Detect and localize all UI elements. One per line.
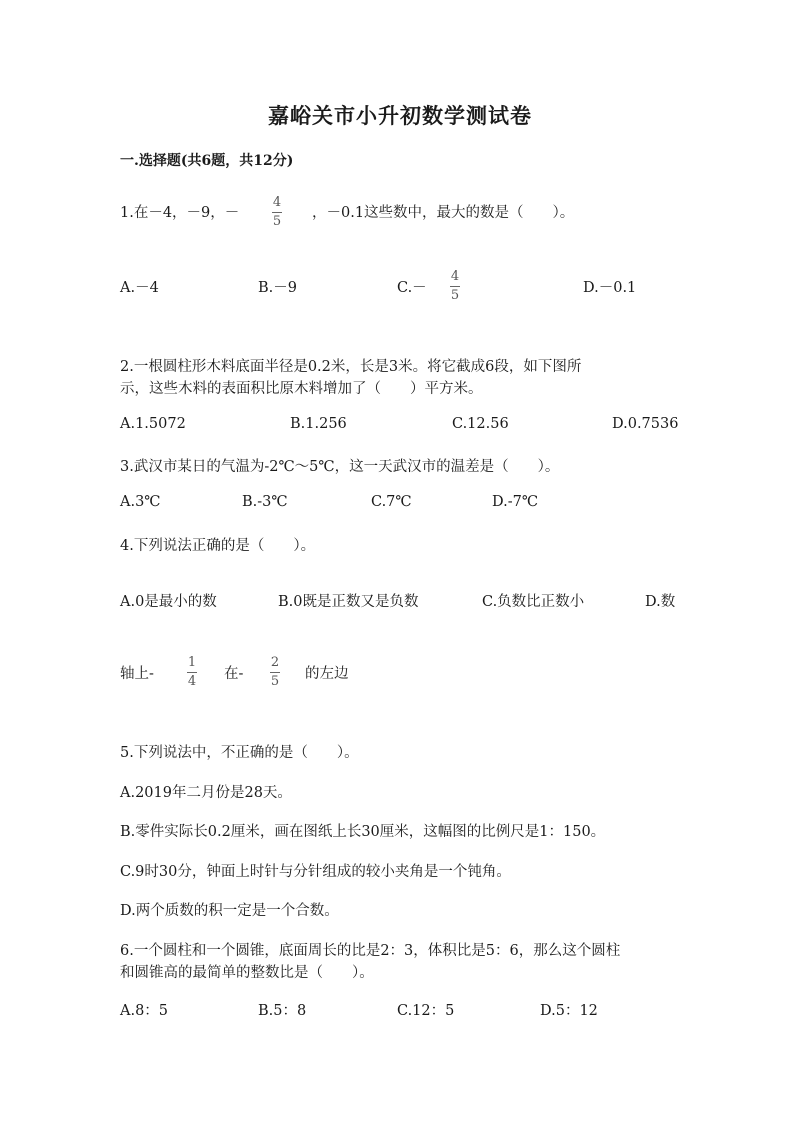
fraction-denominator: 5 xyxy=(450,288,460,303)
option-b[interactable]: B.零件实际长0.2厘米，画在图纸上长30厘米，这幅图的比例尺是1：150。 xyxy=(120,824,606,840)
question-1-stem-part-a: 1.在－4，－9，－ xyxy=(120,205,240,221)
fraction-numerator: 1 xyxy=(187,655,197,670)
fraction-denominator: 5 xyxy=(270,674,280,689)
question-5-stem: 5.下列说法中，不正确的是（ ）。 xyxy=(120,745,359,761)
option-d-continuation-b: 在- xyxy=(224,666,244,682)
fraction-numerator: 2 xyxy=(270,655,280,670)
option-c[interactable]: C.12：5 xyxy=(397,1003,455,1019)
option-a[interactable]: A.2019年二月份是28天。 xyxy=(120,785,292,801)
question-2-stem-line-2: 示，这些木料的表面积比原木料增加了（ ）平方米。 xyxy=(120,381,483,397)
question-2-stem-line-1: 2.一根圆柱形木料底面半径是0.2米，长是3米。将它截成6段，如下图所 xyxy=(120,359,582,375)
option-d[interactable]: D.-7℃ xyxy=(492,494,539,510)
fraction-numerator: 4 xyxy=(450,269,460,284)
option-c[interactable]: C.负数比正数小 xyxy=(482,594,585,610)
fraction-4-5 xyxy=(272,195,282,230)
option-b[interactable]: B.-3℃ xyxy=(242,494,288,510)
question-3-stem: 3.武汉市某日的气温为-2℃～5℃，这一天武汉市的温差是（ ）。 xyxy=(120,459,560,475)
option-c[interactable]: C.12.56 xyxy=(452,416,509,432)
fraction-bar xyxy=(272,212,282,213)
page-title: 嘉峪关市小升初数学测试卷 xyxy=(268,103,532,128)
option-d-continuation-c: 的左边 xyxy=(305,666,349,682)
fraction-4-5 xyxy=(450,269,460,304)
option-a[interactable]: A.1.5072 xyxy=(120,416,186,432)
option-c[interactable]: C.9时30分，钟面上时针与分针组成的较小夹角是一个钝角。 xyxy=(120,864,511,880)
fraction-2-5 xyxy=(270,655,280,690)
option-c[interactable]: C.7℃ xyxy=(371,494,412,510)
question-4-stem: 4.下列说法正确的是（ ）。 xyxy=(120,538,316,554)
option-b[interactable]: B.－9 xyxy=(258,280,297,296)
option-a[interactable]: A.－4 xyxy=(120,280,159,296)
option-d[interactable]: D.0.7536 xyxy=(612,416,679,432)
option-a[interactable]: A.8：5 xyxy=(120,1003,169,1019)
fraction-bar xyxy=(450,286,460,287)
section-heading: 一.选择题(共6题，共12分) xyxy=(120,153,294,169)
fraction-numerator: 4 xyxy=(272,195,282,210)
option-d[interactable]: D.5：12 xyxy=(540,1003,598,1019)
option-a[interactable]: A.3℃ xyxy=(120,494,161,510)
fraction-bar xyxy=(187,672,197,673)
question-6-stem-line-1: 6.一个圆柱和一个圆锥，底面周长的比是2：3，体积比是5：6，那么这个圆柱 xyxy=(120,943,621,959)
option-d[interactable]: D.－0.1 xyxy=(583,280,637,296)
question-1-stem-part-b: ，－0.1这些数中，最大的数是（ ）。 xyxy=(312,205,575,221)
option-b[interactable]: B.1.256 xyxy=(290,416,347,432)
option-d[interactable]: D.两个质数的积一定是一个合数。 xyxy=(120,903,339,919)
fraction-1-4 xyxy=(187,655,197,690)
fraction-denominator: 4 xyxy=(187,674,197,689)
option-b[interactable]: B.5：8 xyxy=(258,1003,307,1019)
option-d-continuation-a: 轴上- xyxy=(120,666,154,682)
fraction-denominator: 5 xyxy=(272,214,282,229)
option-b[interactable]: B.0既是正数又是负数 xyxy=(278,594,419,610)
question-6-stem-line-2: 和圆锥高的最简单的整数比是（ ）。 xyxy=(120,965,374,981)
fraction-bar xyxy=(270,672,280,673)
option-d[interactable]: D.数 xyxy=(645,594,676,610)
option-a[interactable]: A.0是最小的数 xyxy=(120,594,217,610)
option-c[interactable]: C.－ xyxy=(397,280,427,296)
